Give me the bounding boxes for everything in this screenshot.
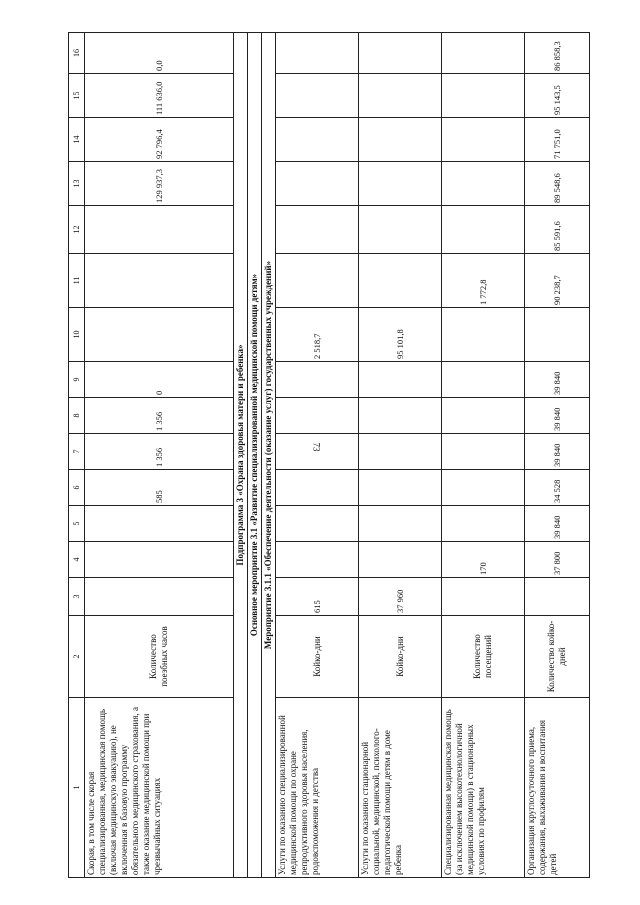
value-cell: 585 [85, 470, 234, 506]
value-cell: 89 548,6 [525, 162, 590, 206]
service-name-cell: Специализированная медицинская помощь (за исключением высокотехнологичной медицинской помощи) в стационарных условиях по профилям [442, 698, 525, 878]
subprogram-row [234, 33, 248, 878]
value-cell [359, 362, 442, 398]
value-cell [442, 162, 525, 206]
rotated-table-container [68, 33, 600, 878]
measure-title: Мероприятие 3.1.1 «Обеспечение деятельности (оказание услуг) государственных учреждений» [262, 33, 276, 878]
service-name-cell: Услуги по оказанию специализированной медицинской помощи по охране репродуктивного здоровья населения, родовспоможения и детства [276, 698, 359, 878]
value-cell [359, 33, 442, 74]
value-cell: 39 840 [525, 398, 590, 434]
value-cell [359, 206, 442, 254]
value-cell: 39 840 [525, 362, 590, 398]
value-cell [442, 506, 525, 542]
unit-cell: Количество посещений [442, 616, 525, 698]
value-cell [276, 398, 359, 434]
value-cell [85, 308, 234, 362]
header-cell: 12 [69, 206, 85, 254]
value-cell: 129 937,3 [85, 162, 234, 206]
header-cell: 15 [69, 74, 85, 118]
header-cell: 13 [69, 162, 85, 206]
value-cell: 2 518,7 [276, 308, 359, 362]
unit-cell: Койко-дни [276, 616, 359, 698]
measure-row [262, 33, 276, 878]
table-row [85, 33, 234, 878]
value-cell: 0 [85, 362, 234, 398]
value-cell [85, 206, 234, 254]
value-cell [276, 362, 359, 398]
unit-cell: Количество поезбных часов [85, 616, 234, 698]
header-cell: 3 [69, 578, 85, 616]
value-cell: 615 [276, 578, 359, 616]
value-cell [276, 434, 359, 470]
header-cell: 9 [69, 362, 85, 398]
service-name-cell: Услуги по оказанию стационарной социальной, медицинской, психолого-педагогической помощи детям в доме ребенка [359, 698, 442, 878]
table-row [442, 33, 525, 878]
value-cell [276, 33, 359, 74]
value-cell: 86 858,3 [525, 33, 590, 74]
value-cell [442, 33, 525, 74]
value-cell [276, 506, 359, 542]
value-cell [276, 542, 359, 578]
value-cell [359, 506, 442, 542]
subprogram-title: Подпрограмма 3 «Охрана здоровья матери и ребенка» [234, 33, 248, 878]
value-cell [442, 206, 525, 254]
value-cell: 1 356 [85, 434, 234, 470]
header-cell: 11 [69, 254, 85, 308]
value-cell: 95 101,8 [359, 308, 442, 362]
value-cell: 37 800 [525, 542, 590, 578]
value-cell [442, 362, 525, 398]
table-row [525, 33, 590, 878]
value-cell [525, 578, 590, 616]
value-cell [276, 74, 359, 118]
value-cell [359, 398, 442, 434]
value-cell [276, 254, 359, 308]
value-cell [85, 506, 234, 542]
value-cell [442, 470, 525, 506]
value-cell [85, 542, 234, 578]
value-cell: 0,0 [85, 33, 234, 74]
header-cell: 4 [69, 542, 85, 578]
column-number-row [69, 33, 85, 878]
value-cell: 85 591,6 [525, 206, 590, 254]
value-cell [525, 308, 590, 362]
header-cell: 8 [69, 398, 85, 434]
value-cell [359, 470, 442, 506]
value-cell [359, 254, 442, 308]
main-measure-title: Основное мероприятие 3.1 «Развитие специализированной медицинской помощи детям» [248, 33, 262, 878]
value-cell [442, 398, 525, 434]
value-cell [359, 162, 442, 206]
main-measure-row [248, 33, 262, 878]
service-name-cell: Скорая, в том числе скорая специализированная, медицинская помощь (включая медицинскую эвакуацию), не включенная в базовую программу обязательного медицинского страхования, а также оказание медицинской помощи при чрезвычайных ситуациях [85, 698, 234, 878]
value-cell [359, 74, 442, 118]
header-cell: 16 [69, 33, 85, 74]
header-cell: 2 [69, 616, 85, 698]
header-cell: 5 [69, 506, 85, 542]
value-cell [359, 434, 442, 470]
header-cell: 14 [69, 118, 85, 162]
value-cell: 92 796,4 [85, 118, 234, 162]
header-cell: 7 [69, 434, 85, 470]
table-row [359, 33, 442, 878]
value-cell: 34 528 [525, 470, 590, 506]
header-cell: 1 [69, 698, 85, 878]
value-cell [276, 118, 359, 162]
header-cell: 6 [69, 470, 85, 506]
header-cell: 10 [69, 308, 85, 362]
value-cell [276, 206, 359, 254]
value-cell [442, 118, 525, 162]
service-name-cell: Организация круглосуточного приема, содержания, выхаживания и воспитания детей [525, 698, 590, 878]
value-cell: 1 772,8 [442, 254, 525, 308]
value-cell [359, 118, 442, 162]
value-cell: 170 [442, 542, 525, 578]
value-cell: 1 356 [85, 398, 234, 434]
table-row [276, 33, 359, 878]
unit-cell: Количество койко-дней [525, 616, 590, 698]
value-cell: 39 840 [525, 506, 590, 542]
value-cell [276, 470, 359, 506]
value-cell [85, 578, 234, 616]
value-cell: 111 636,0 [85, 74, 234, 118]
unit-cell: Койко-дни [359, 616, 442, 698]
value-cell [442, 578, 525, 616]
value-cell [359, 542, 442, 578]
value-cell [85, 254, 234, 308]
value-cell [442, 434, 525, 470]
value-cell: 95 143,5 [525, 74, 590, 118]
value-cell [442, 308, 525, 362]
value-cell: 39 840 [525, 434, 590, 470]
page-number: 73 [311, 442, 322, 452]
value-cell: 90 238,7 [525, 254, 590, 308]
budget-table [68, 32, 590, 878]
value-cell [442, 74, 525, 118]
value-cell [276, 162, 359, 206]
value-cell: 71 751,0 [525, 118, 590, 162]
value-cell: 37 960 [359, 578, 442, 616]
